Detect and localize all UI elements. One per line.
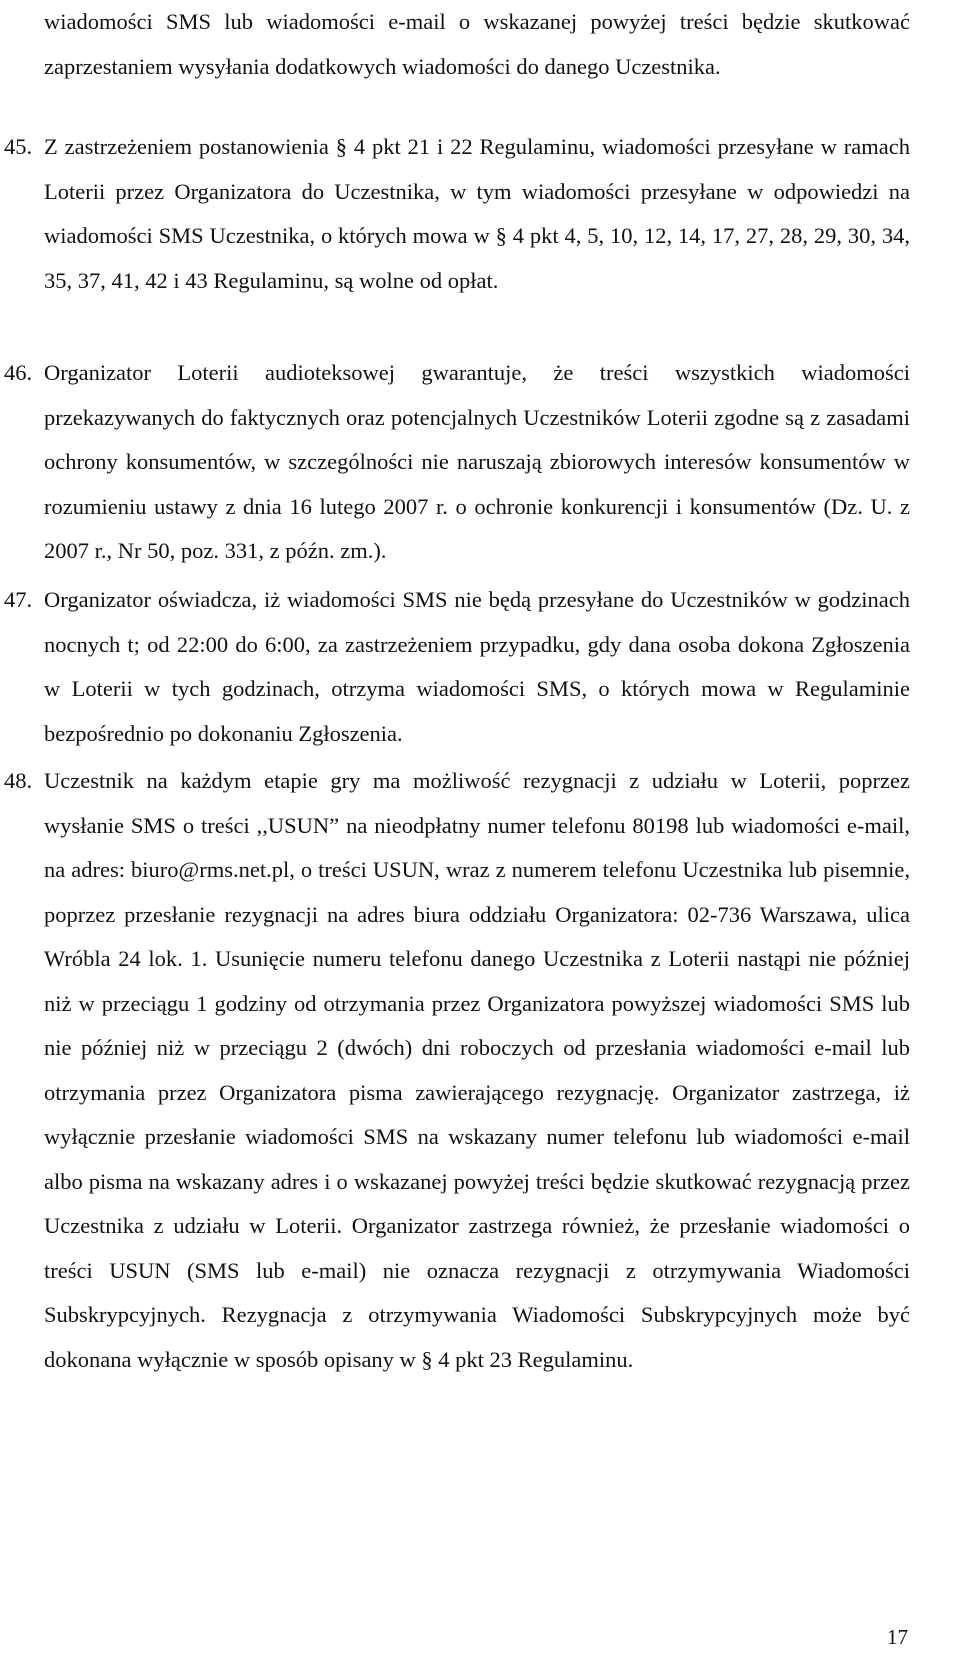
item-number: 48. — [4, 768, 33, 793]
item-number: 45. — [4, 134, 33, 159]
item-text: Uczestnik na każdym etapie gry ma możliwość rezygnacji z udziału w Loterii, poprzez wysłanie SMS o treści ,,USUN” na nieodpłatny numer telefonu 80198 lub wiadomości e-mail, na adres: biuro@rms.net.pl, o treści USUN, wraz z numerem telefonu Uczestnika lub pisemnie, poprzez przesłanie rezygnacji na adres biura oddziału Organizatora: 02-736 Warszawa, ulica Wróbla 24 lok. 1. Usunięcie numeru telefonu danego Uczestnika z Loterii nastąpi nie później niż w przeciągu 1 godziny od otrzymania przez Organizatora powyższej wiadomości SMS lub nie później niż w przeciągu 2 (dwóch) dni roboczych od przesłania wiadomości e-mail lub otrzymania przez Organizatora pisma zawierającego rezygnację. Organizator zastrzega, iż wyłącznie przesłanie wiadomości SMS na wskazany numer telefonu lub wiadomości e-mail albo pisma na wskazany adres i o wskazanej powyżej treści będzie skutkować rezygnacją przez Uczestnika z udziału w Loterii. Organizator zastrzega również, że przesłanie wiadomości o treści USUN (SMS lub e-mail) nie oznacza rezygnacji z otrzymywania Wiadomości Subskrypcyjnych. Rezygnacja z otrzymywania Wiadomości Subskrypcyjnych może być dokonana wyłącznie w sposób opisany w § 4 pkt 23 Regulaminu. — [44, 768, 910, 1372]
item-number: 47. — [4, 587, 33, 612]
list-item — [4, 125, 910, 303]
item-number: 46. — [4, 360, 33, 385]
page-number: 17 — [887, 1625, 908, 1649]
list-item — [4, 759, 910, 1382]
list-item — [4, 351, 910, 574]
item-text: Z zastrzeżeniem postanowienia § 4 pkt 21 i 22 Regulaminu, wiadomości przesyłane w ramach Loterii przez Organizatora do Uczestnika, w tym wiadomości przesyłane w odpowiedzi na wiadomości SMS Uczestnika, o których mowa w § 4 pkt 4, 5, 10, 12, 14, 17, 27, 28, 29, 30, 34, 35, 37, 41, 42 i 43 Regulaminu, są wolne od opłat. — [44, 134, 910, 293]
list-item — [4, 578, 910, 756]
item-text: Organizator Loterii audioteksowej gwarantuje, że treści wszystkich wiadomości przekazywanych do faktycznych oraz potencjalnych Uczestników Loterii zgodne są z zasadami ochrony konsumentów, w szczególności nie naruszają zbiorowych interesów konsumentów w rozumieniu ustawy z dnia 16 lutego 2007 r. o ochronie konkurencji i konsumentów (Dz. U. z 2007 r., Nr 50, poz. 331, z późn. zm.). — [44, 360, 910, 563]
continuation-paragraph: wiadomości SMS lub wiadomości e-mail o wskazanej powyżej treści będzie skutkować zaprzestaniem wysyłania dodatkowych wiadomości do danego Uczestnika. — [44, 9, 910, 79]
item-text: Organizator oświadcza, iż wiadomości SMS nie będą przesyłane do Uczestników w godzinach nocnych t; od 22:00 do 6:00, za zastrzeżeniem przypadku, gdy dana osoba dokona Zgłoszenia w Loterii w tych godzinach, otrzyma wiadomości SMS, o których mowa w Regulaminie bezpośrednio po dokonaniu Zgłoszenia. — [44, 587, 910, 746]
